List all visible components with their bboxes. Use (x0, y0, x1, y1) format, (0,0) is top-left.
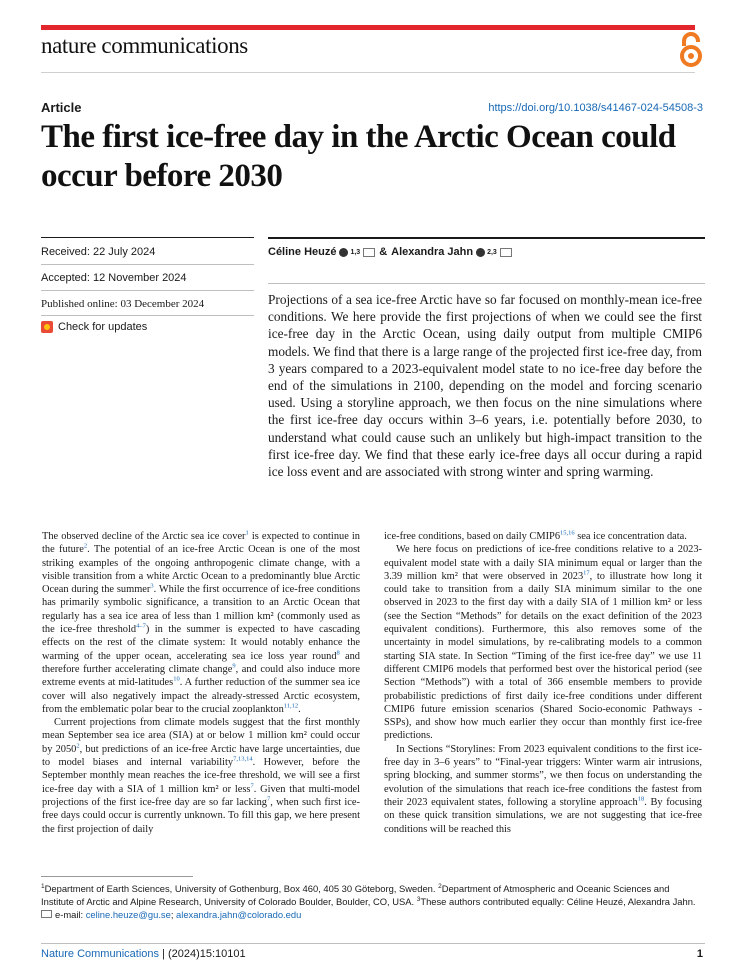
meta-divider (41, 290, 254, 291)
citation-ref[interactable]: 17 (583, 569, 590, 577)
authors-divider (268, 237, 705, 239)
journal-name[interactable]: nature communications (41, 33, 248, 58)
abstract: Projections of a sea ice-free Arctic have so far focused on monthly-mean ice-free conditions. We here provide the first projections of when we could see the first ice-free day in the Arctic Ocean, using daily output from multiple CMIP6 models. We find that there is a large range of the projected first ice-free day, from 3 years compared to a 2023-equivalent model state to no ice-free day before the end of the simulations in 2100, depending on the model and forcing scenario used. Using a storyline approach, we then focus on the nine simulations where the first ice-free day occurs within 3–6 years, i.e. potentially before 2030, to understand what could cause such an unlikely but high-impact transition to the first ice-free day. We find that these early ice-free days all occur during a rapid ice loss event and are associated with strong winter and spring warming. (268, 292, 702, 480)
journal-link[interactable]: Nature Communications (41, 948, 159, 960)
article-title: The first ice-free day in the Arctic Ocean could occur before 2030 (41, 119, 676, 194)
article-type: Article (41, 100, 82, 115)
received-date: Received: 22 July 2024 (41, 246, 156, 258)
author-list (268, 246, 512, 258)
author-name[interactable]: Alexandra Jahn (391, 246, 474, 258)
orcid-icon[interactable] (476, 248, 485, 257)
citation-ref[interactable]: 7,13,14 (233, 755, 253, 763)
citation-ref[interactable]: 4–7 (136, 622, 146, 630)
citation-ref[interactable]: 7 (250, 782, 254, 790)
top-accent-bar (41, 25, 695, 30)
check-for-updates-button[interactable] (41, 321, 147, 333)
meta-divider (41, 315, 254, 316)
body-paragraph: We here focus on predictions of ice-free conditions relative to a 2023-equivalent model state with a daily SIA minimum equal or larger than the 3.39 million km² that were observed in 2023$^{17}$, to illustrate how long it could take to transition from a daily SIA minimum similar to the one observed in 2023 to the first day with a daily SIA of 1 million km² or less (see the Section “Methods” for details on the exact definition of the 2023 equivalent conditions). Furthermore, this also removes some of the uncertainty in model simulations, by re-calibrating models to a common starting SIA state. In Section “Timing of the first ice-free day” we use 11 different CMIP6 models that performed best over the historical period (see Section “Methods”) with a total of 366 ensemble members to provide probabilistic predictions of first daily ice-free conditions under different CMIP6 future emission scenarios (Shared Socio-economic Pathways - SSPs), and show how much earlier they occur than monthly first ice-free predictions. (384, 544, 703, 742)
footer-divider (41, 943, 705, 944)
body-column-right (384, 530, 702, 836)
accepted-date: Accepted: 12 November 2024 (41, 272, 187, 284)
citation-ref[interactable]: 10 (173, 675, 180, 683)
page-footer (41, 948, 246, 960)
published-date: Published online: 03 December 2024 (41, 298, 205, 310)
email-icon[interactable] (500, 248, 512, 257)
email-link[interactable]: celine.heuze@gu.se (85, 909, 171, 921)
body-paragraph: Current projections from climate models suggest that the first monthly mean September sea ice area (SIA) at or below 1 million km² could occur by 2050$^2$, but predictions of an ice-free Arctic have large uncertainties, due to model biases and internal variability$^{7,13,14}$. However, before the September monthly mean reaches the ice-free threshold, we will see a first ice-free day with a SIA of 1 million km² or less$^7$. Given that multi-model projections of the first ice-free day are so far lacking$^7$, when such first ice-free days could occur is currently unknown. To fill this gap, we here present the first projection of daily (42, 717, 361, 835)
abstract-divider (268, 283, 705, 284)
citation-ref[interactable]: 1 (245, 529, 249, 537)
open-access-icon[interactable] (677, 32, 705, 68)
email-icon[interactable] (363, 248, 375, 257)
author-name[interactable]: Céline Heuzé (268, 246, 337, 258)
citation-ref[interactable]: 2 (83, 542, 88, 550)
citation-ref[interactable]: 2 (76, 742, 80, 750)
crossmark-icon (41, 321, 53, 333)
citation-ref[interactable]: 11,12 (283, 702, 299, 710)
citation-ref[interactable]: 3 (150, 582, 154, 590)
affiliation-ref: 1,3 (350, 248, 361, 256)
page-number: 1 (696, 948, 703, 960)
header-divider (41, 72, 695, 73)
author-separator: & (379, 246, 388, 258)
citation-ref[interactable]: 18 (637, 795, 645, 803)
citation-ref[interactable]: 7 (266, 795, 271, 803)
email-link[interactable]: alexandra.jahn@colorado.edu (176, 909, 302, 921)
citation-ref[interactable]: 9 (232, 662, 236, 670)
body-paragraph: The observed decline of the Arctic sea ice cover$^1$ is expected to continue in the future$^2$. The potential of an ice-free Arctic Ocean is one of the most striking examples of the ongoing anthropogenic climate change, with a visible transition from a white Arctic Ocean to a predominantly blue Arctic Ocean during the summer$^3$. While the first occurrence of ice-free conditions has primarily symbolic significance, a transition to an Arctic Ocean that regularly has a sea ice area of less than 1 million km² (commonly used as the ice-free threshold$^{4-7}$) in the summer is expected to have cascading effects on the rest of the climate system: It would notably enhance the warming of the upper ocean, accelerating sea ice loss year round$^8$ and therefore further accelerating climate change$^9$, and could also induce more extreme events at mid-latitudes$^{10}$. A further reduction of the summer sea ice cover will also negatively impact the already-stressed Arctic ecosystem, from the emblematic polar bear to the crucial zooplankton$^{11,12}$. (42, 529, 360, 715)
meta-divider (41, 237, 254, 238)
orcid-icon[interactable] (339, 248, 348, 257)
footnote-divider (41, 876, 193, 877)
citation-ref[interactable]: 15,16 (560, 529, 575, 537)
affiliation-ref: 2,3 (487, 248, 497, 256)
body-paragraph: ice-free conditions, based on daily CMIP6$^{15,16}$ sea ice concentration data. (384, 529, 687, 542)
body-paragraph: In Sections “Storylines: From 2023 equivalent conditions to the first ice-free day in 3–6 years” to “Final-year triggers: Winter warm air intrusions, spring blocking, and summer storms”, we then focus on understanding the evolution of the simulations that reach ice-free conditions the fastest from their 2023 equivalent states, following a storyline approach$^{18}$. By focusing on these quick transition simulations, we are not suggesting that ice-free conditions will be reached this (384, 743, 702, 835)
affiliations-footnote: $^1$Department of Earth Sciences, University of Gothenburg, Box 460, 405 30 Göteborg, Sweden. $^2$Department of Atmospheric and Oceanic Sciences and Institute of Arctic and Alpine Research, University of Colorado Boulder, Boulder, CO, USA. $^3$These authors contributed equally: Céline Heuzé, Alexandra Jahn. e-mail: celine.heuze@gu.se; alexandra.jahn@colorado.edu (41, 882, 696, 921)
doi-link[interactable]: https://doi.org/10.1038/s41467-024-54508-3 (488, 102, 703, 114)
body-column-left (42, 530, 360, 836)
citation: | (2024)15:10101 (159, 948, 246, 960)
citation-ref[interactable]: 8 (336, 649, 340, 657)
meta-divider (41, 264, 254, 265)
email-icon (41, 910, 52, 918)
check-for-updates-label: Check for updates (58, 321, 148, 333)
